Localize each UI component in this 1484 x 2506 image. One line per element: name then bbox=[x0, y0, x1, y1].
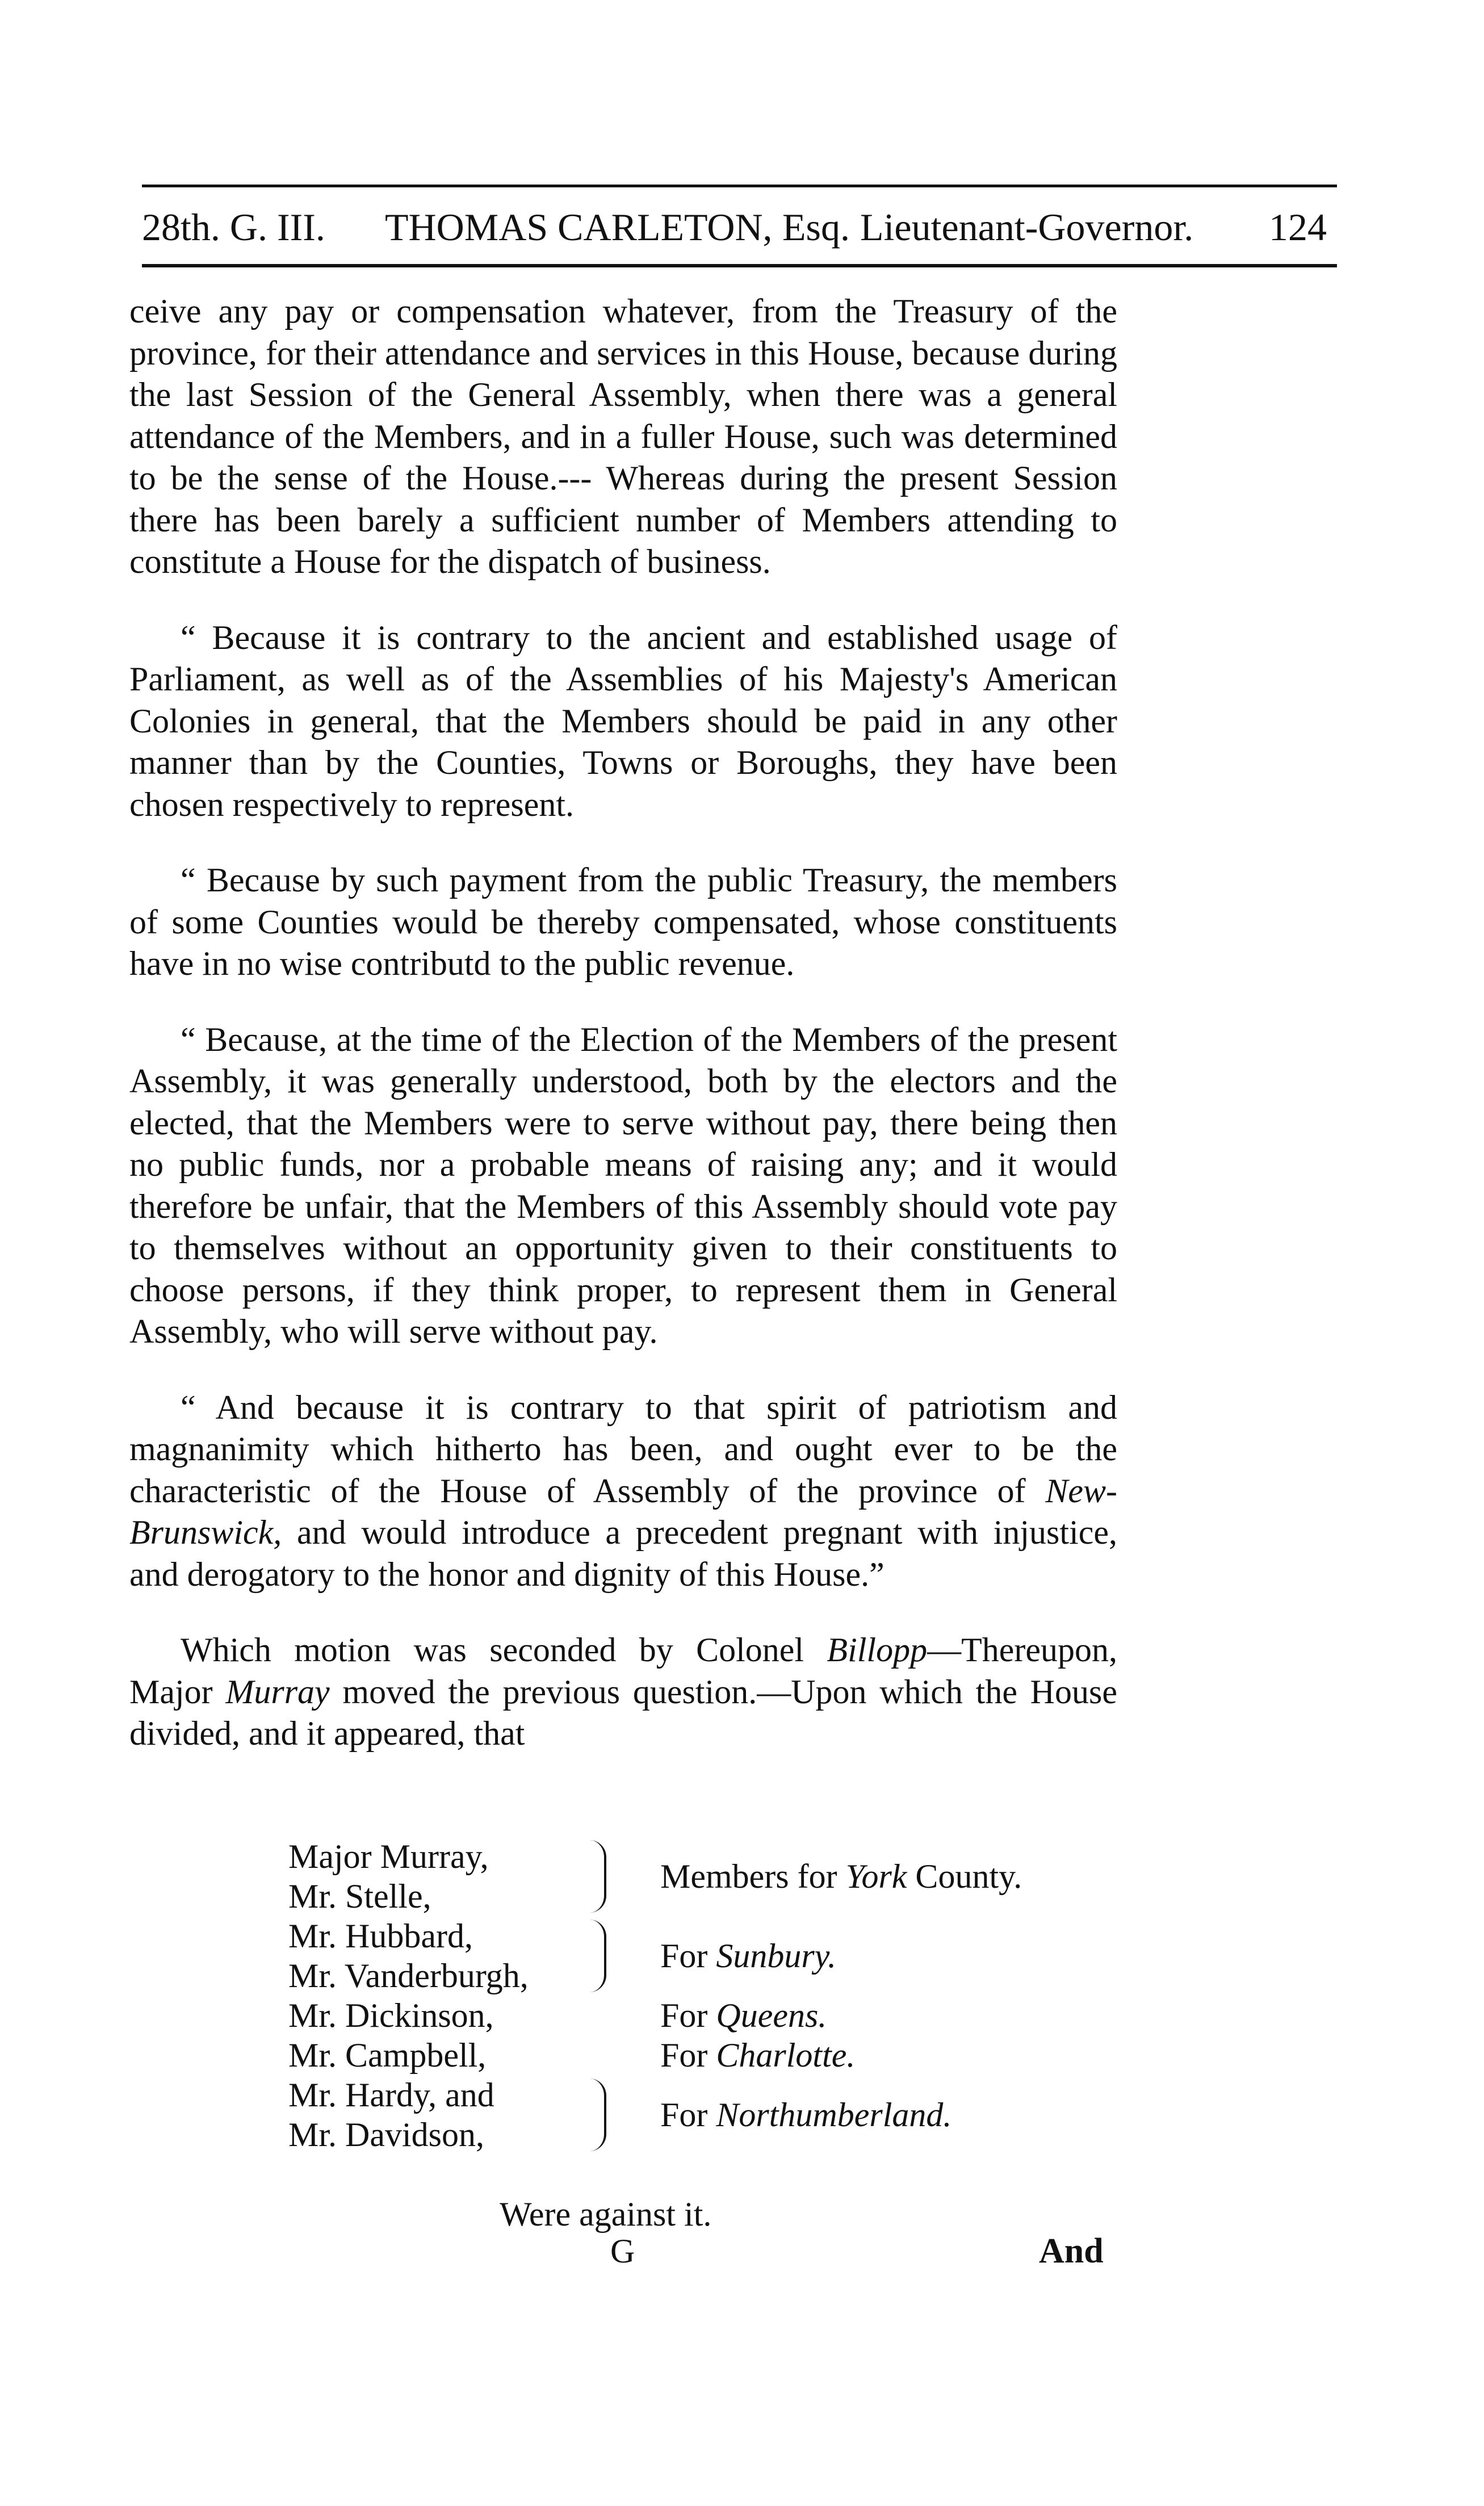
constituency-place: Sunbury. bbox=[716, 1937, 837, 1975]
constituency-place: Northumberland. bbox=[716, 2096, 952, 2134]
member-name: Mr. Hubbard, bbox=[288, 1917, 473, 1955]
motion-text: Which motion was seconded by Colonel bbox=[181, 1631, 827, 1669]
member-name: Mr. Vanderburgh, bbox=[288, 1957, 529, 1994]
member-name: Mr. Davidson, bbox=[288, 2116, 484, 2153]
member-name: Major Murray, bbox=[288, 1838, 489, 1875]
name-billopp: Billopp bbox=[827, 1631, 928, 1669]
header-title: Lieutenant-Governor. bbox=[860, 206, 1194, 249]
member-row bbox=[288, 2075, 1151, 2134]
member-constituency bbox=[660, 1996, 827, 2035]
constituency-prefix: For bbox=[660, 1997, 716, 2034]
motion-text-3: moved the previous question.—Upon which the House divided, and it appeared, that bbox=[129, 1673, 1117, 1752]
member-row bbox=[288, 2035, 1151, 2075]
motion-text-2: —Thereupon, Major bbox=[129, 1631, 1117, 1711]
paragraph-usage-of-parliament: “ Because it is contrary to the ancient and established usage of Parliament, as well as of the Assemblies of his Majesty's American Colonies in general, that the Members should be paid in any other manner than by the Counties, Towns or Boroughs, they have been chosen respectively to represent. bbox=[129, 618, 1117, 823]
header-bottom-rule bbox=[142, 264, 1337, 267]
brace-northumberland bbox=[584, 2078, 606, 2151]
constituency-prefix: For bbox=[660, 1937, 716, 1975]
member-row bbox=[288, 2115, 1151, 2155]
paragraph-patriotism bbox=[129, 1387, 1117, 1596]
member-row bbox=[288, 1996, 1151, 2035]
constituency-prefix: For bbox=[660, 2096, 716, 2134]
paragraph-public-treasury: “ Because by such payment from the public Treasury, the members of some Counties would be thereby compensated, whose constituents have in no wise contributd to the public revenue. bbox=[129, 861, 1117, 982]
member-row bbox=[288, 1916, 1151, 1975]
constituency-suffix: County. bbox=[907, 1858, 1022, 1895]
division-list bbox=[288, 1837, 1151, 2155]
constituency-prefix: Members for bbox=[660, 1858, 846, 1895]
header-top-rule bbox=[142, 185, 1337, 187]
member-name: Mr. Dickinson, bbox=[288, 1997, 494, 2034]
running-header bbox=[142, 196, 1337, 258]
paragraph-patriotism-text: “ And because it is contrary to that spirit of patriotism and magnanimity which hitherto has been, and ought ever to be the characteristic of the House of Assembly of the province of bbox=[129, 1388, 1117, 1510]
brace-york bbox=[584, 1840, 606, 1913]
member-name: Mr. Stelle, bbox=[288, 1878, 431, 1915]
constituency-prefix: For bbox=[660, 2036, 716, 2074]
constituency-place: Charlotte. bbox=[716, 2036, 856, 2074]
were-against-it: Were against it. bbox=[500, 2195, 712, 2233]
member-name: Mr. Hardy, and bbox=[288, 2076, 494, 2114]
member-name: Mr. Campbell, bbox=[288, 2036, 487, 2074]
header-esq: Esq. bbox=[782, 206, 850, 249]
paragraph-patriotism-end: and would introduce a precedent pregnant with injustice, and derogatory to the honor and dignity of this House.” bbox=[129, 1514, 1117, 1593]
signature-mark: G bbox=[610, 2232, 635, 2270]
place-new-brunswick: New-Brunswick, bbox=[129, 1472, 1117, 1551]
constituency-place: Queens. bbox=[716, 1997, 827, 2034]
brace-sunbury bbox=[584, 1920, 606, 1992]
member-row bbox=[288, 1876, 1151, 1916]
header-regnal-year: 28th. G. III. bbox=[142, 206, 325, 249]
member-row bbox=[288, 1837, 1151, 1895]
name-murray: Murray bbox=[225, 1673, 330, 1711]
catchword: And bbox=[1039, 2232, 1104, 2270]
constituency-place: York bbox=[845, 1858, 907, 1895]
header-governor-name: THOMAS CARLETON, bbox=[385, 206, 773, 249]
paragraph-continuation: ceive any pay or compensation whatever, from the Treasury of the province, for their attendance and services in this House, because during the last Session of the General Assembly, when there was a general attendance of the Members, and in a fuller House, such was determined to be the sense of the House.--- Whereas during the present Session there has been barely a sufficient number of Members attending to constitute a House for the dispatch of business. bbox=[129, 292, 1117, 580]
page-number: 124 bbox=[1269, 206, 1327, 249]
member-row bbox=[288, 1956, 1151, 1996]
body-text bbox=[129, 291, 1117, 1755]
member-constituency bbox=[660, 2035, 855, 2075]
paragraph-election-of-members: “ Because, at the time of the Election of the Members of the present Assembly, it was generally understood, both by the electors and the elected, that the Members were to serve without pay, there being then no public funds, nor a probable means of raising any; and it would therefore be unfair, that the Members of this Assembly should vote pay to themselves without an opportunity given to their constituents to choose persons, if they think proper, to represent them in General Assembly, who will serve without pay. bbox=[129, 1020, 1117, 1350]
paragraph-motion-seconded bbox=[129, 1629, 1117, 1755]
